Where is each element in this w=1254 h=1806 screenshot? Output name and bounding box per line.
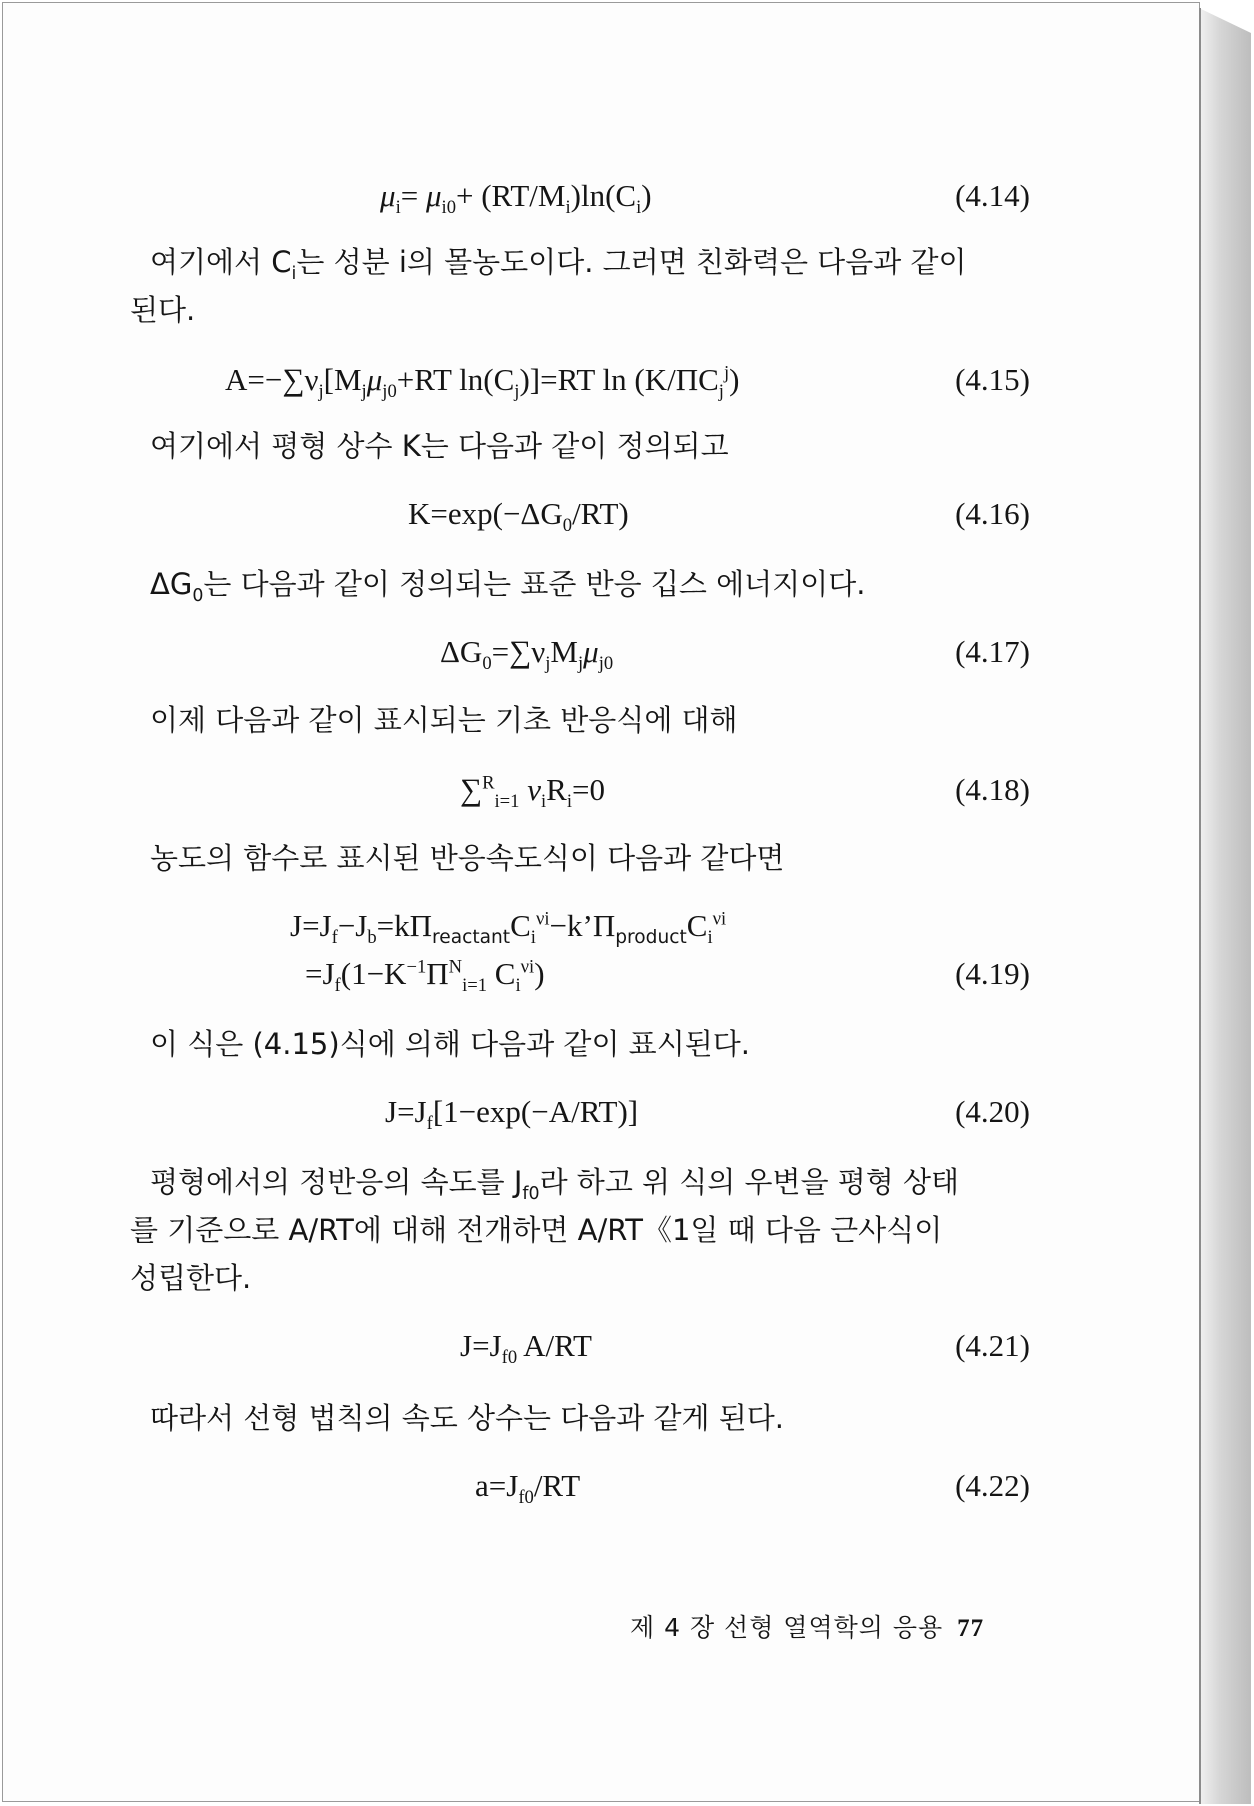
equation-4-15 bbox=[140, 356, 1030, 404]
paragraph-rate-equation: 농도의 함수로 표시된 반응속도식이 다음과 같다면 bbox=[150, 841, 785, 875]
paragraph-line: 평형에서의 정반응의 속도를 $J_{f0}$라 하고 위 식의 우변을 평형 상태 bbox=[150, 1165, 960, 1204]
equation-4-14 bbox=[140, 172, 1030, 220]
equation-body: $K=\exp(-\Delta G_0/RT)$ bbox=[408, 496, 629, 537]
equation-number: (4.21) bbox=[955, 1328, 1030, 1363]
paragraph-line: 성립한다. bbox=[130, 1261, 252, 1295]
paragraph-forward-rate bbox=[130, 1158, 1030, 1302]
paragraph-line: 된다. bbox=[130, 293, 196, 327]
paragraph-gibbs-energy: $\Delta G_0$는 다음과 같이 정의되는 표준 반응 깁스 에너지이다. bbox=[150, 567, 866, 606]
chapter-title: 제 4 장 선형 열역학의 응용 bbox=[630, 1613, 944, 1642]
paragraph-elementary-reaction: 이제 다음과 같이 표시되는 기초 반응식에 대해 bbox=[150, 703, 738, 737]
equation-4-20 bbox=[140, 1088, 1030, 1136]
paragraph-expressed-by-415: 이 식은 (4.15)식에 의해 다음과 같이 표시된다. bbox=[150, 1027, 750, 1061]
equation-number: (4.15) bbox=[955, 362, 1030, 397]
equation-4-19-line2 bbox=[140, 950, 1030, 998]
equation-4-18 bbox=[140, 766, 1030, 814]
equation-number: (4.22) bbox=[955, 1468, 1030, 1503]
equation-body: $J=J_f[1-\exp(-A/RT)]$ bbox=[385, 1094, 639, 1135]
equation-number: (4.14) bbox=[955, 178, 1030, 213]
paragraph-line: 여기에서 $C_i$는 성분 i의 몰농도이다. 그러면 친화력은 다음과 같이 bbox=[150, 245, 967, 284]
page-number: 77 bbox=[957, 1615, 985, 1642]
equation-body: $\mu_i= \mu_{i0}+ (RT/M_i)\ln(C_i)$ bbox=[380, 178, 652, 219]
equation-body: $A=-\sum\nu_j[M_j\mu_{j0}+RT$ $\ln(C_j)]=RT$ $\ln (K/\Pi C_j^j)$ bbox=[225, 362, 740, 403]
equation-4-19-line1 bbox=[140, 902, 1030, 950]
equation-body: $J=J_{f0}$ A/RT bbox=[460, 1328, 592, 1369]
equation-body: ∑$^R_{i=1}$ $\nu_iR_i=0$ bbox=[460, 772, 605, 813]
equation-number: (4.18) bbox=[955, 772, 1030, 807]
equation-4-22 bbox=[140, 1462, 1030, 1510]
equation-number: (4.17) bbox=[955, 634, 1030, 669]
paragraph-equilibrium-constant: 여기에서 평형 상수 K는 다음과 같이 정의되고 bbox=[150, 429, 729, 463]
equation-number: (4.19) bbox=[955, 956, 1030, 991]
equation-body: $\Delta G_0=\sum\nu_jM_j\mu_{j0}$ bbox=[440, 634, 614, 675]
page-footer bbox=[630, 1608, 1050, 1649]
paragraph-linear-law: 따라서 선형 법칙의 속도 상수는 다음과 같게 된다. bbox=[150, 1401, 785, 1435]
equation-body: $J=J_f-J_b=k\Pi_{reactant}C_i^{\nu i}-k’\Pi_{product}C_i^{\nu i}$ bbox=[290, 908, 727, 949]
equation-4-21 bbox=[140, 1322, 1030, 1370]
equation-body: $=J_f(1-K^{-1}\Pi^N_{i=1}$ $C_i^{\nu i}$) bbox=[305, 956, 545, 997]
equation-number: (4.16) bbox=[955, 496, 1030, 531]
paragraph-molarity bbox=[130, 238, 1030, 334]
equation-number: (4.20) bbox=[955, 1094, 1030, 1129]
equation-4-17 bbox=[140, 628, 1030, 676]
equation-4-16 bbox=[140, 490, 1030, 538]
paragraph-line: 를 기준으로 A/RT에 대해 전개하면 A/RT《1일 때 다음 근사식이 bbox=[130, 1213, 943, 1247]
equation-body: $a=J_{f0}/RT$ bbox=[475, 1468, 581, 1509]
